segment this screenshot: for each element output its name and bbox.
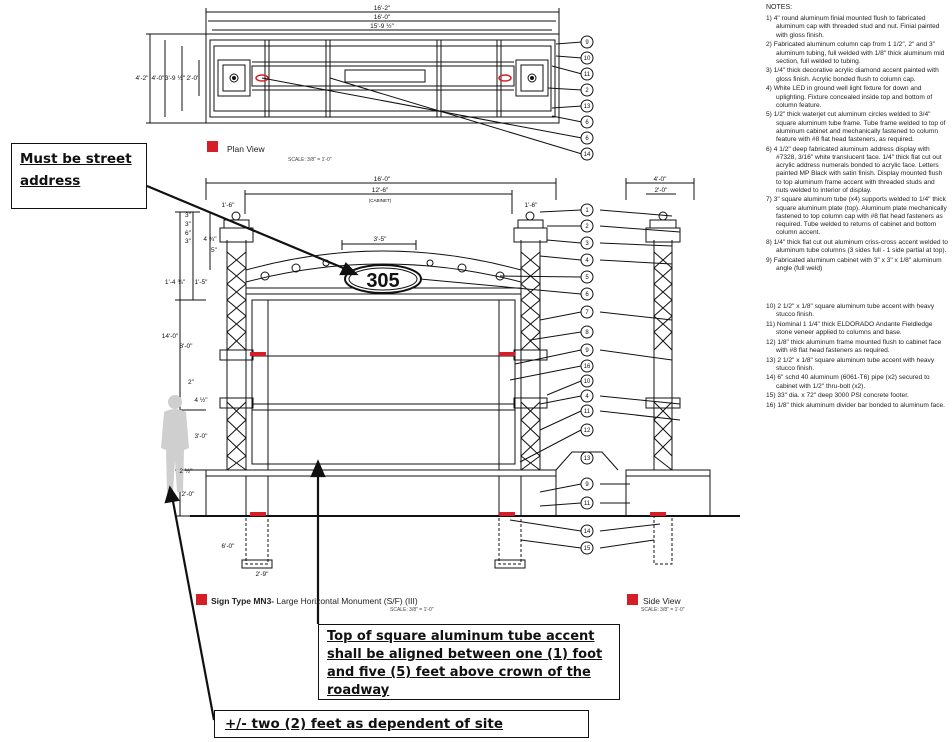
- balloon-label: 8: [585, 330, 589, 336]
- plan-view-title: Plan View: [227, 144, 265, 154]
- balloon-label: 3: [585, 241, 589, 247]
- dim-label: 2'-0": [186, 75, 200, 82]
- balloon-label: 13: [583, 456, 591, 462]
- dim-label: 3": [185, 212, 191, 219]
- note-item: 13) 2 1/2" x 1/8" square aluminum tube accent with heavy stucco finish.: [766, 356, 935, 372]
- dim-label: 16'-0": [373, 176, 391, 183]
- callout-line: address: [20, 173, 81, 189]
- note-item: 16) 1/8" thick aluminum divider bar bonded to aluminum face.: [766, 402, 946, 410]
- sign-type-code: Sign Type MN3-: [211, 596, 275, 606]
- dim-label: 5": [211, 247, 217, 254]
- callout-line: shall be aligned between one (1) foot: [327, 647, 603, 662]
- side-view: [626, 178, 710, 564]
- callout-line: Must be street: [20, 151, 132, 167]
- dim-label: 3'-9 ½": [164, 75, 186, 82]
- lower-balloons: [510, 452, 660, 554]
- balloon-label: 9: [585, 348, 589, 354]
- note-item: 6) 4 1/2" deep fabricated aluminum address display with #7328, 3/16" white translucent face. 1/4" thick flat cut out acrylic address numerals bonded to acrylic face. Letters painted MP Black with satin finish. Display mounted flush to top aluminum frame accent with threaded studs and nuts welded to interior of display.: [766, 145, 943, 194]
- balloon-label: 9: [585, 40, 589, 46]
- dim-label: 1'-5": [194, 279, 208, 286]
- site-tolerance-callout: [214, 710, 589, 738]
- note-item: 2) Fabricated aluminum column cap from 1 1/2", 2" and 3" aluminum tubing, full welded with 1/8" thick aluminum mid section, full welded to tubing.: [766, 41, 945, 65]
- note-item: 15) 33" dia. x 72" deep 3000 PSI concrete footer.: [766, 392, 909, 400]
- dim-label: 6": [185, 230, 191, 237]
- dim-label: 4 ½": [194, 397, 208, 404]
- dim-label: 16'-2": [373, 5, 391, 12]
- dim-label: 16'-0": [373, 14, 391, 21]
- dim-label: 15'-9 ½": [370, 23, 394, 30]
- sign-type-desc: Large Horizontal Monument (S/F) (III): [274, 596, 418, 606]
- dim-label: 14'-0": [161, 333, 179, 340]
- dim-label: 2": [188, 379, 194, 386]
- dim-label: 3": [185, 221, 191, 228]
- note-item: 12) 1/8" thick aluminum frame mounted flush to cabinet face with #8 flat head fasteners as required.: [766, 338, 942, 354]
- dim-label: 4'-0": [653, 176, 667, 183]
- dim-label: 2 ½": [179, 468, 193, 475]
- side-view-scale: SCALE: 3/8" = 1'-0": [641, 607, 685, 613]
- note-item: 1) 4" round aluminum finial mounted flush to fabricated aluminum cap with threaded stud and nut. Finial painted with gloss finish.: [766, 15, 940, 39]
- dim-label: 1'-6": [524, 202, 538, 209]
- balloon-label: 6: [585, 292, 589, 298]
- balloon-label: 1: [585, 208, 589, 214]
- balloon-label: 11: [583, 409, 591, 415]
- callout-line: +/- two (2) feet as dependent of site: [225, 716, 504, 732]
- notes-header: NOTES:: [766, 4, 793, 11]
- balloon-label: 5: [585, 275, 589, 281]
- dim-label: 12'-6": [371, 187, 389, 194]
- note-item: 7) 3" square aluminum tube (x4) supports welded to 1/4" thick square aluminum plate (top). Aluminum plate mechanically fastened to top column cap with #8 flat head fasteners as required. Tube welded to returns of cabinet and bottom column accent.: [766, 196, 947, 237]
- dim-label: 4'-0": [151, 75, 165, 82]
- dim-label: 6'-0": [221, 543, 235, 550]
- balloon-label: 16: [583, 364, 591, 370]
- note-item: 3) 1/4" thick decorative acrylic diamond accent painted with gloss finish. Acrylic bonded flush to column cap.: [766, 67, 939, 83]
- balloon-label: 11: [583, 501, 591, 507]
- dim-label: 1'-6": [221, 202, 235, 209]
- dim-label: (CABINET): [368, 198, 392, 203]
- notes-panel: [766, 4, 948, 412]
- sign-type-scale: SCALE: 3/8" = 1'-0": [390, 607, 434, 613]
- dim-label: 3": [185, 238, 191, 245]
- note-item: 8) 1/4" thick flat cut out aluminum criss-cross accent welded to aluminum tube columns (3 sides full - 1 side partial at top).: [766, 238, 948, 255]
- balloon-label: 14: [583, 529, 591, 535]
- callout-line: roadway: [327, 683, 390, 698]
- balloon-label: 4: [585, 394, 589, 400]
- balloon-label: 15: [583, 546, 591, 552]
- dim-label: 8'-0": [179, 343, 193, 350]
- elevation-balloons: [420, 204, 680, 462]
- side-view-marker: [627, 594, 638, 605]
- balloon-label: 11: [583, 72, 591, 78]
- elevation-view: [175, 178, 740, 568]
- note-item: 4) White LED in ground well light fixture for down and uplighting. Fixture concealed inside top and bottom of column feature.: [766, 85, 933, 109]
- note-item: 5) 1/2" thick waterjet cut aluminum circles welded to 3/4" square aluminum tube frame. Tube frame welded to top of aluminum cabinet and mechanically fastened to column feature with #8 flat head fasteners, as required.: [766, 111, 946, 144]
- balloon-label: 2: [585, 88, 589, 94]
- dim-label: 1'-4 ¾": [164, 279, 186, 286]
- dim-label: 3'-5": [373, 236, 387, 243]
- street-address-callout: [11, 143, 147, 209]
- callout-line: and five (5) feet above crown of the: [327, 665, 591, 680]
- balloon-label: 6: [585, 136, 589, 142]
- sign-type-title: [211, 596, 418, 606]
- dim-label: 4'-2": [135, 75, 149, 82]
- dim-label: 2'-0": [654, 187, 668, 194]
- balloon-label: 4: [585, 258, 589, 264]
- side-view-title: Side View: [643, 596, 681, 606]
- balloon-label: 10: [583, 56, 591, 62]
- tube-accent-callout: [318, 624, 620, 700]
- plan-view-marker: [207, 141, 218, 152]
- balloon-label: 10: [583, 379, 591, 385]
- dim-label: 2'-0": [181, 491, 195, 498]
- balloon-label: 2: [585, 224, 589, 230]
- balloon-label: 9: [585, 482, 589, 488]
- elevation-dimension-labels: [162, 176, 668, 578]
- dim-label: 3'-0": [194, 433, 208, 440]
- dim-label: 4 ¾": [203, 236, 217, 243]
- balloon-label: 13: [583, 104, 591, 110]
- callout-line: Top of square aluminum tube accent: [327, 629, 595, 644]
- address-display: [345, 265, 421, 293]
- note-item: 14) 6" schd 40 aluminum (6061-T6) pipe (x2) secured to cabinet with 1/2" thru-bolt (x2).: [766, 374, 930, 390]
- note-item: 11) Nominal 1 1/4" thick ELDORADO Andante Fieldledge stone veneer applied to columns and base.: [766, 320, 933, 336]
- balloon-label: 14: [583, 152, 591, 158]
- note-item: 9) Fabricated aluminum cabinet with 3" x 3" x 1/8" aluminum angle (full weld): [766, 256, 942, 273]
- balloon-label: 7: [585, 310, 589, 316]
- plan-view-scale: SCALE: 3/8" = 1'-0": [288, 157, 332, 163]
- balloon-label: 12: [583, 428, 591, 434]
- dim-label: 2'-9": [255, 571, 269, 578]
- note-item: 10) 2 1/2" x 1/8" square aluminum tube accent with heavy stucco finish.: [766, 302, 935, 318]
- sign-type-marker: [196, 594, 207, 605]
- address-number: 305: [366, 270, 400, 292]
- plan-balloons: [581, 36, 593, 160]
- plan-view: [146, 8, 582, 154]
- balloon-label: 6: [585, 120, 589, 126]
